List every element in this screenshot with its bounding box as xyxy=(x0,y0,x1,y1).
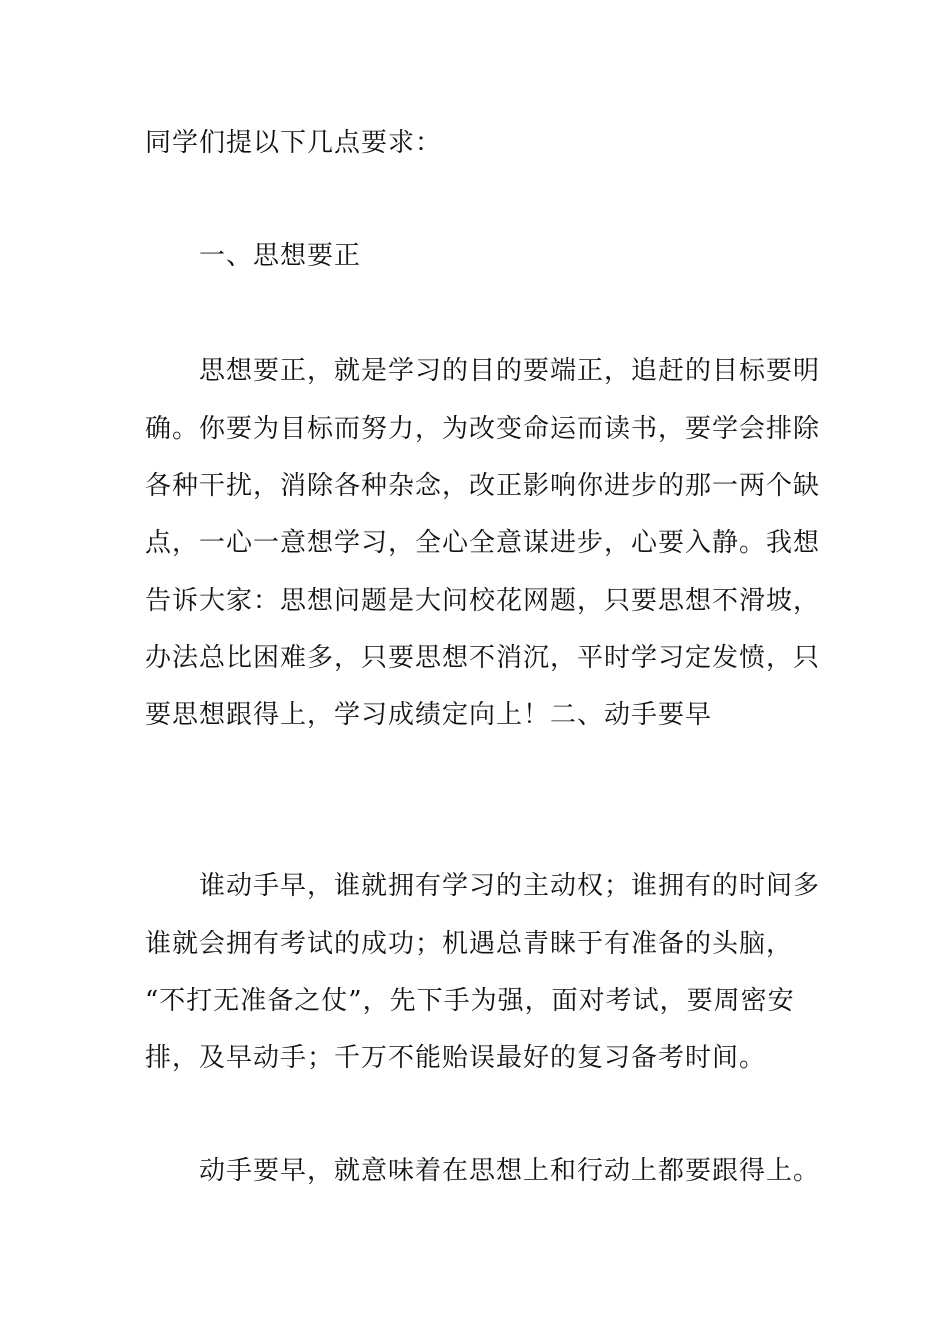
paragraph-2-line-1: 谁动手早，谁就拥有学习的主动权；谁拥有的时间多 xyxy=(199,871,821,901)
paragraph-1-line-6: 办法总比困难多，只要思想不消沉，平时学习定发愤，只 xyxy=(145,643,821,673)
paragraph-3-line-1: 动手要早，就意味着在思想上和行动上都要跟得上。 xyxy=(199,1156,821,1186)
intro-line: 同学们提以下几点要求： xyxy=(145,128,443,158)
paragraph-1-line-2: 确。你要为目标而努力，为改变命运而读书，要学会排除 xyxy=(145,414,821,444)
paragraph-1-line-5: 告诉大家：思想问题是大问校花网题，只要思想不滑坡， xyxy=(145,586,821,616)
paragraph-1-line-3: 各种干扰，消除各种杂念，改正影响你进步的那一两个缺 xyxy=(145,471,821,501)
paragraph-1-line-4: 点，一心一意想学习，全心全意谋进步，心要入静。我想 xyxy=(145,528,821,558)
paragraph-1-line-1: 思想要正，就是学习的目的要端正，追赶的目标要明 xyxy=(199,356,821,386)
paragraph-2-line-4: 排，及早动手；千万不能贻误最好的复习备考时间。 xyxy=(145,1043,767,1073)
paragraph-1-line-7: 要思想跟得上，学习成绩定向上！二、动手要早 xyxy=(145,700,713,730)
paragraph-2-line-2: 谁就会拥有考试的成功；机遇总青睐于有准备的头脑， xyxy=(145,929,794,959)
paragraph-2-line-3: “不打无准备之仗”，先下手为强，面对考试，要周密安 xyxy=(145,986,795,1016)
section-heading-1: 一、思想要正 xyxy=(199,241,362,271)
